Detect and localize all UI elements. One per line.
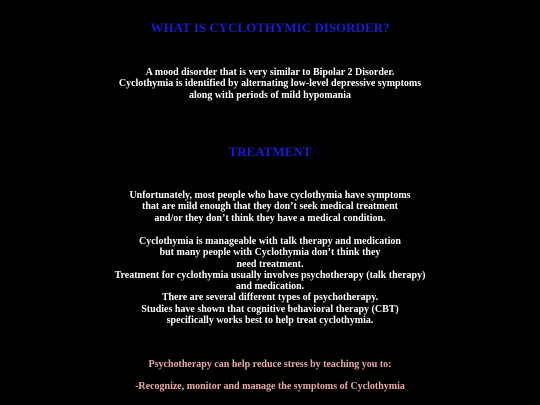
intro-line: Cyclothymia is identified by alternating low-level depressive symptoms: [118, 78, 422, 90]
tips-lead: [0, 359, 540, 370]
treatment-heading: TREATMENT: [228, 144, 312, 159]
intro-line: along with periods of mild hypomania: [189, 89, 351, 101]
treatment-line: Unfortunately, most people who have cyclothymia have symptoms: [129, 190, 411, 201]
treatment-line: Studies have shown that cognitive behavioral therapy (CBT): [141, 303, 399, 315]
treatment-line: Treatment for cyclothymia usually involves psychotherapy (talk therapy): [114, 269, 426, 281]
treatment-line: but many people with Cyclothymia don’t think they: [159, 247, 381, 259]
treatment-line: Cyclothymia is manageable with talk therapy and medication: [139, 236, 401, 247]
page-title: WHAT IS CYCLOTHYMIC DISORDER?: [150, 20, 390, 35]
treatment-line: that are mild enough that they don’t seek medical treatment: [142, 201, 398, 213]
treatment-paragraph-1: [0, 190, 540, 224]
treatment-line: and medication.: [235, 281, 305, 293]
intro-line: A mood disorder that is very similar to Bipolar 2 Disorder.: [145, 67, 395, 78]
treatment-line: need treatment.: [236, 258, 304, 270]
treatment-line: specifically works best to help treat cyclothymia.: [166, 315, 374, 327]
intro-paragraph: [0, 67, 540, 101]
tips-lead-text: Psychotherapy can help reduce stress by teaching you to:: [148, 359, 392, 370]
treatment-line: and/or they don’t think they have a medical condition.: [154, 212, 386, 224]
tips-list: [0, 381, 540, 392]
treatment-paragraph-2: [0, 236, 540, 326]
treatment-line: There are several different types of psychotherapy.: [161, 292, 379, 304]
tips-list-item: -Recognize, monitor and manage the symptoms of Cyclothymia: [135, 381, 405, 392]
